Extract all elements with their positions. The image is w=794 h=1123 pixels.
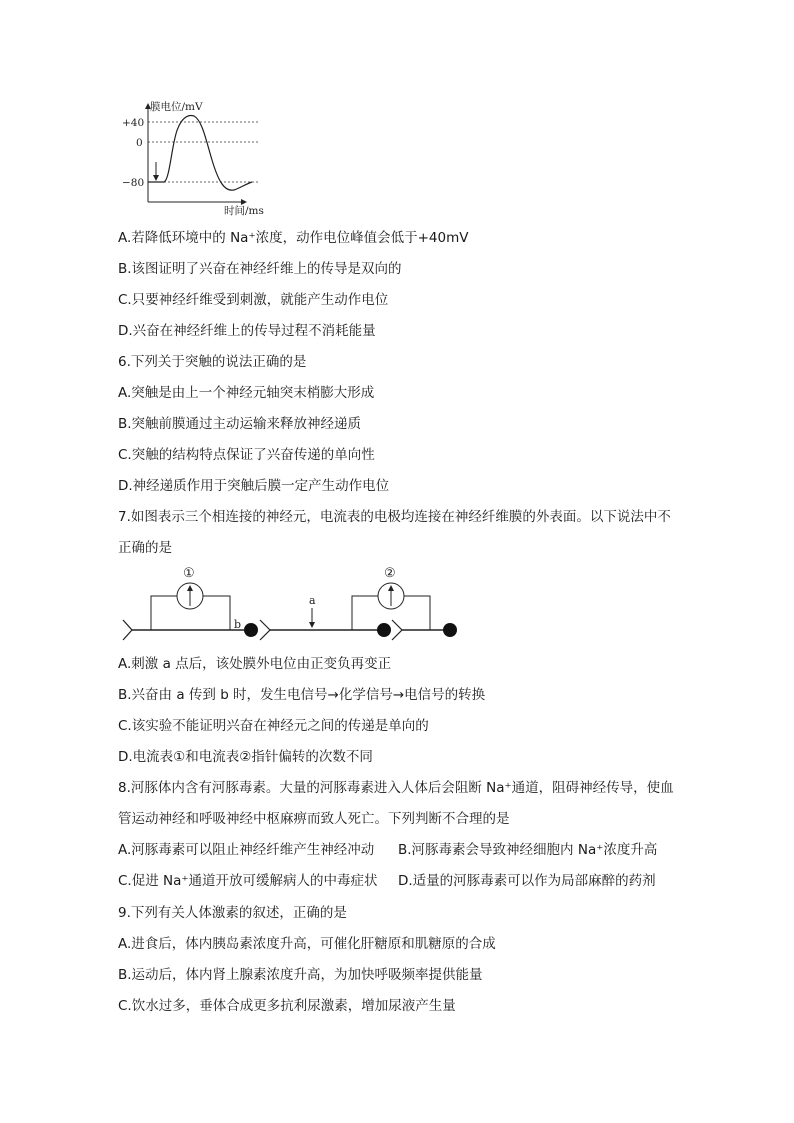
q5-option-a: A.若降低环境中的 Na⁺浓度，动作电位峰值会低于+40mV (118, 230, 469, 246)
q8-option-a: A.河豚毒素可以阻止神经纤维产生神经冲动 (118, 842, 375, 858)
tick-minus80: −80 (122, 177, 145, 189)
q5-option-b: B.该图证明了兴奋在神经纤维上的传导是双向的 (118, 261, 402, 277)
q9-option-b: B.运动后，体内肾上腺素浓度升高，为加快呼吸频率提供能量 (118, 967, 483, 983)
q5-option-c: C.只要神经纤维受到刺激，就能产生动作电位 (118, 292, 389, 308)
point-a-label: a (309, 594, 316, 607)
q8-option-b: B.河豚毒素会导致神经细胞内 Na⁺浓度升高 (398, 842, 658, 858)
q6-option-c: C.突触的结构特点保证了兴奋传递的单向性 (118, 447, 375, 463)
meter2-label: ② (384, 566, 396, 581)
q5-option-d: D.兴奋在神经纤维上的传导过程不消耗能量 (118, 323, 376, 339)
q6-option-b: B.突触前膜通过主动运输来释放神经递质 (118, 416, 362, 432)
x-axis-label: 时间/ms (224, 205, 264, 217)
q8-stem-line2: 管运动神经和呼吸神经中枢麻痹而致人死亡。下列判断不合理的是 (118, 811, 510, 827)
tick-plus40: +40 (122, 117, 145, 129)
y-axis-label: 膜电位/mV (150, 101, 203, 113)
action-potential-curve (148, 116, 252, 191)
q7-option-a: A.刺激 a 点后，该处膜外电位由正变负再变正 (118, 656, 392, 672)
q7-option-d: D.电流表①和电流表②指针偏转的次数不同 (118, 749, 373, 765)
neuron-circuit-diagram (118, 562, 468, 646)
q8-stem-line1: 8.河豚体内含有河豚毒素。大量的河豚毒素进入人体后会阻断 Na⁺通道，阻碍神经传导，使血 (118, 780, 674, 796)
neuron1-terminal (244, 623, 258, 637)
q6-option-a: A.突触是由上一个神经元轴突末梢膨大形成 (118, 385, 375, 401)
q7-option-b: B.兴奋由 a 传到 b 时，发生电信号→化学信号→电信号的转换 (118, 687, 486, 703)
meter1-label: ① (183, 566, 195, 581)
neuron3-terminal (443, 623, 457, 637)
tick-zero: 0 (136, 137, 143, 149)
membrane-potential-graph (118, 100, 278, 218)
neuron1-dendrite (123, 620, 132, 640)
q7-option-c: C.该实验不能证明兴奋在神经元之间的传递是单向的 (118, 718, 429, 734)
neuron2-dendrite (260, 620, 270, 640)
q8-option-d: D.适量的河豚毒素可以作为局部麻醉的药剂 (398, 873, 656, 889)
neuron3-dendrite (392, 620, 402, 640)
q7-stem-line1: 7.如图表示三个相连接的神经元，电流表的电极均连接在神经纤维膜的外表面。以下说法中不 (118, 509, 671, 525)
q6-stem: 6.下列关于突触的说法正确的是 (118, 354, 307, 370)
neuron2-terminal (377, 623, 391, 637)
q6-option-d: D.神经递质作用于突触后膜一定产生动作电位 (118, 478, 390, 494)
point-b-label: b (234, 618, 242, 631)
q7-stem-line2: 正确的是 (118, 540, 172, 556)
q9-option-a: A.进食后，体内胰岛素浓度升高，可催化肝糖原和肌糖原的合成 (118, 936, 496, 952)
q9-stem: 9.下列有关人体激素的叙述，正确的是 (118, 905, 347, 921)
q8-option-c: C.促进 Na⁺通道开放可缓解病人的中毒症状 (118, 873, 378, 889)
q9-option-c: C.饮水过多，垂体合成更多抗利尿激素，增加尿液产生量 (118, 998, 456, 1014)
